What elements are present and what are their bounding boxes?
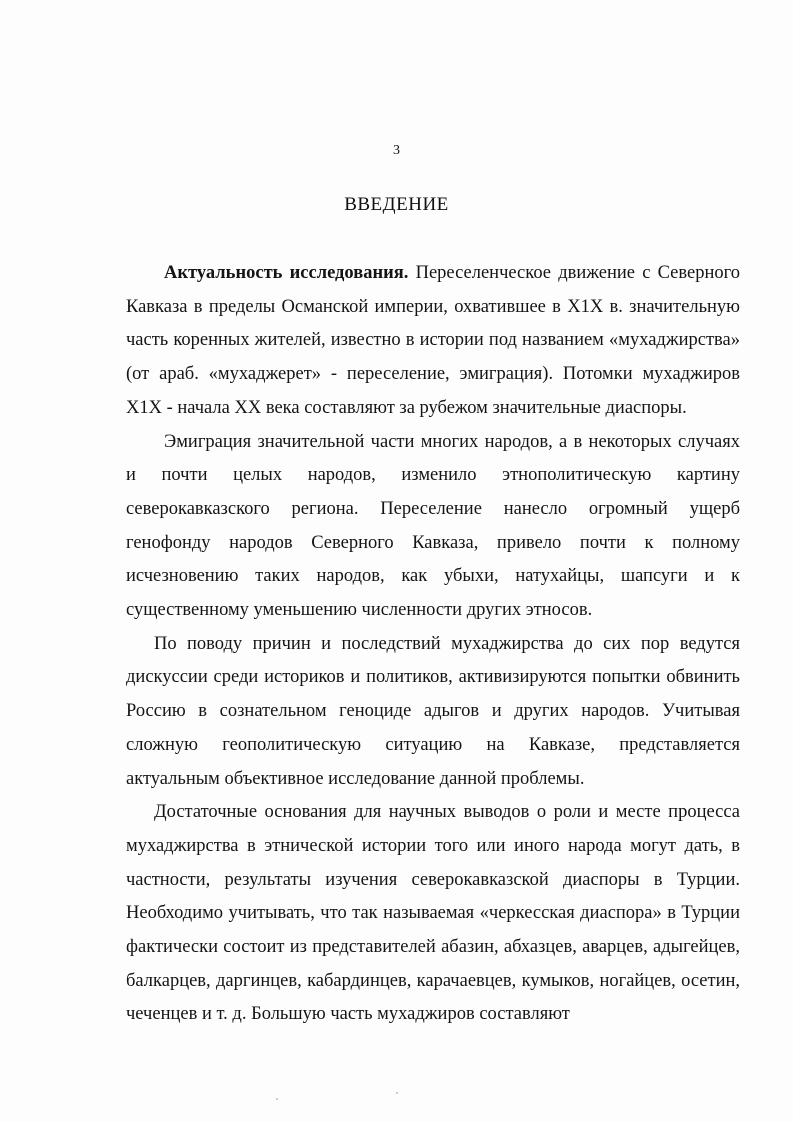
scan-speck (396, 1092, 398, 1094)
paragraph-diaspora: Достаточные основания для научных выводов о роли и месте процесса мухаджирства в этнической истории того или иного народа могут дать, в частности, результаты изучения северокавказской диаспоры в Турции. Необходимо учитывать, что так называемая «черкесская диаспора» в Турции фактически состоит из представителей абазин, абхазцев, аварцев, адыгейцев, балкарцев, даргинцев, кабардинцев, карачаевцев, кумыков, ногайцев, осетин, чеченцев и т. д. Большую часть мухаджиров составляют (126, 802, 740, 1025)
paragraph-text: Переселенческое движение с Северного Кавказа в пределы Османской империи, охватившее в Х1Х в. значительную часть коренных жителей, известно в истории под названием «мухаджирства» (от араб. «мухаджерет» - переселение, эмиграция). Потомки мухаджиров Х1Х - начала XX века составляют за рубежом значительные диаспоры. (126, 263, 741, 418)
paragraph-emigration: Эмиграция значительной части многих народов, а в некоторых случаях и почти целых народов, изменило этнополитическую картину северокавказского региона. Переселение нанесло огромный ущерб генофонду народов Северного Кавказа, привело почти к полному исчезновению таких народов, как убыхи, натухайцы, шапсуги и к существенному уменьшению численности других этносов. (126, 431, 740, 621)
body-text (126, 257, 740, 1032)
section-heading: ВВЕДЕНИЕ (344, 194, 449, 215)
paragraph-relevance (126, 257, 740, 426)
page-number: 3 (393, 143, 400, 158)
paragraph-discussions: По поводу причин и последствий мухаджирства до сих пор ведутся дискуссии среди историков и политиков, активизируются попытки обвинить Россию в сознательном геноциде адыгов и других народов. Учитывая сложную геополитическую ситуацию на Кавказе, представляется актуальным объективное исследование данной проблемы. (126, 633, 740, 789)
paragraph-lead: Актуальность исследования. (164, 263, 409, 283)
scan-speck (276, 1098, 278, 1100)
